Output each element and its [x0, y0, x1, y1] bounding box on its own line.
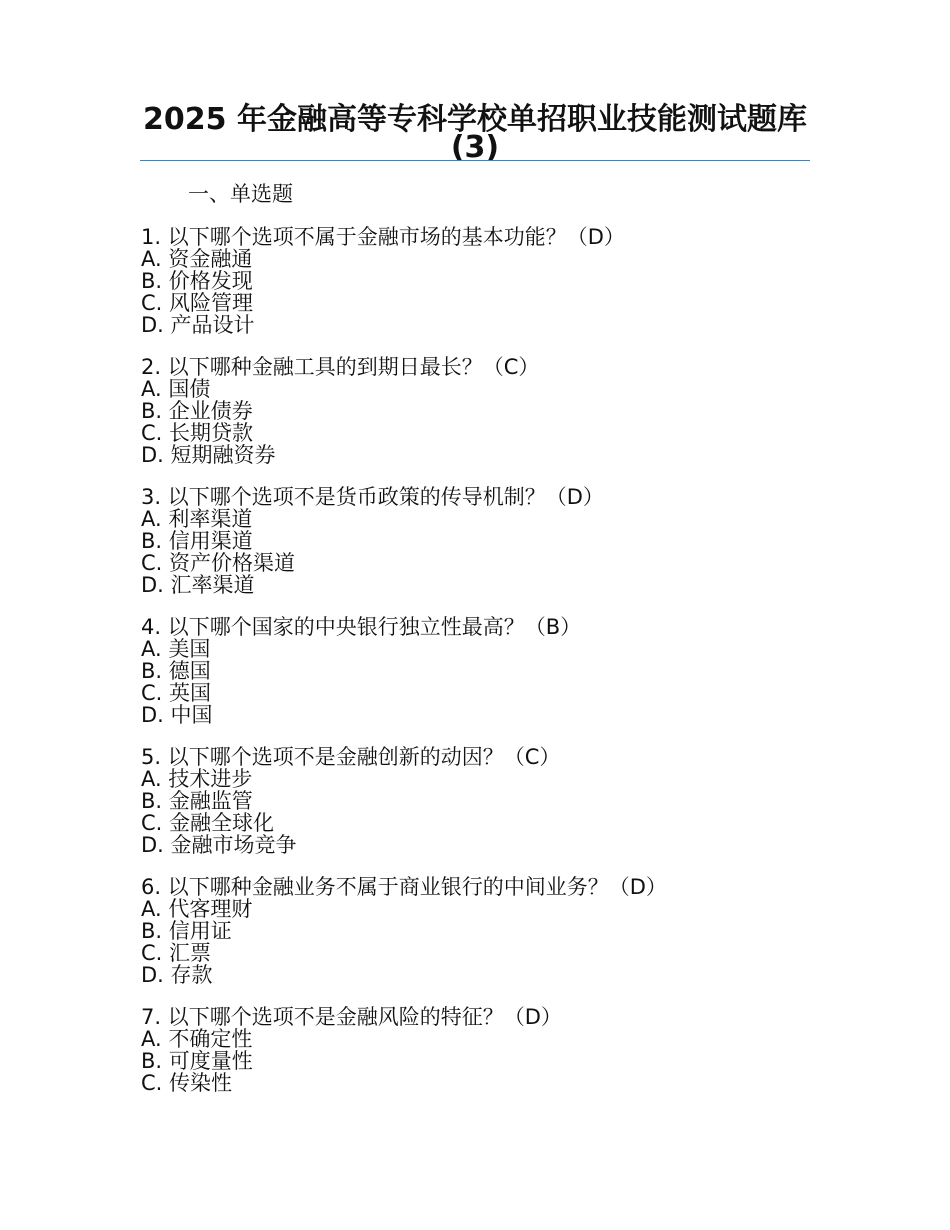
option-a: A. 美国: [141, 637, 211, 661]
question-stem: 7. 以下哪个选项不是金融风险的特征？（D）: [141, 1005, 562, 1029]
section-heading: 一、单选题: [188, 182, 293, 206]
option-a: A. 代客理财: [141, 897, 253, 921]
option-c: C. 金融全球化: [141, 811, 275, 835]
title-underline: [140, 160, 810, 161]
option-c: C. 资产价格渠道: [141, 551, 296, 575]
option-b: B. 可度量性: [141, 1049, 253, 1073]
option-d: D. 金融市场竞争: [141, 833, 297, 857]
question-5: [141, 746, 841, 856]
question-list: [141, 226, 841, 1114]
document-title: 2025 年金融高等专科学校单招职业技能测试题库(3): [143, 102, 807, 165]
question-stem: 2. 以下哪种金融工具的到期日最长？（C）: [141, 355, 540, 379]
option-b: B. 信用证: [141, 919, 232, 943]
option-b: B. 企业债券: [141, 399, 253, 423]
option-a: A. 技术进步: [141, 767, 253, 791]
option-b: B. 信用渠道: [141, 529, 253, 553]
question-3: [141, 486, 841, 596]
option-d: D. 存款: [141, 963, 213, 987]
option-b: B. 价格发现: [141, 269, 253, 293]
option-c: C. 汇票: [141, 941, 212, 965]
question-stem: 3. 以下哪个选项不是货币政策的传导机制？（D）: [141, 485, 604, 509]
option-a: A. 国债: [141, 377, 211, 401]
option-a: A. 利率渠道: [141, 507, 253, 531]
question-1: [141, 226, 841, 336]
question-stem: 5. 以下哪个选项不是金融创新的动因？（C）: [141, 745, 561, 769]
option-d: D. 中国: [141, 703, 213, 727]
question-stem: 6. 以下哪种金融业务不属于商业银行的中间业务？（D）: [141, 875, 667, 899]
question-7: [141, 1006, 841, 1094]
option-c: C. 风险管理: [141, 291, 254, 315]
option-a: A. 资金融通: [141, 247, 253, 271]
option-c: C. 传染性: [141, 1071, 233, 1095]
option-b: B. 金融监管: [141, 789, 253, 813]
option-d: D. 短期融资券: [141, 443, 276, 467]
question-2: [141, 356, 841, 466]
option-b: B. 德国: [141, 659, 211, 683]
question-stem: 1. 以下哪个选项不属于金融市场的基本功能？（D）: [141, 225, 625, 249]
option-d: D. 产品设计: [141, 313, 255, 337]
question-4: [141, 616, 841, 726]
option-a: A. 不确定性: [141, 1027, 253, 1051]
question-stem: 4. 以下哪个国家的中央银行独立性最高？（B）: [141, 615, 582, 639]
option-c: C. 长期贷款: [141, 421, 254, 445]
question-6: [141, 876, 841, 986]
option-d: D. 汇率渠道: [141, 573, 255, 597]
option-c: C. 英国: [141, 681, 212, 705]
